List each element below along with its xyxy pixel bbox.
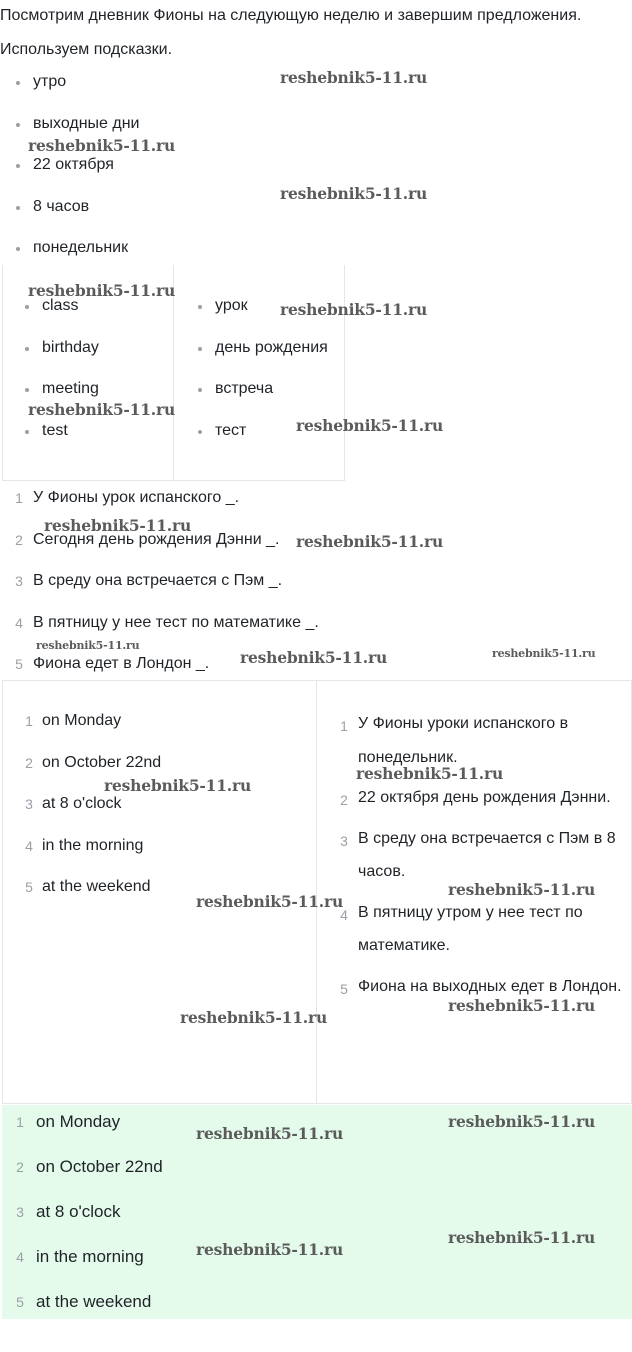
item-number: 5 bbox=[16, 1294, 24, 1310]
list-item bbox=[16, 193, 140, 235]
item-number: 3 bbox=[25, 796, 33, 812]
bullet-icon bbox=[198, 388, 202, 392]
bullet-icon bbox=[198, 347, 202, 351]
bullet-icon bbox=[25, 305, 29, 309]
answer-translations-list bbox=[338, 707, 623, 1010]
phrase-text: at 8 o'clock bbox=[42, 795, 122, 812]
list-item bbox=[25, 334, 99, 376]
list-item bbox=[14, 1153, 163, 1198]
list-item bbox=[14, 1108, 163, 1153]
russian-word: день рождения bbox=[215, 338, 328, 356]
list-item bbox=[23, 873, 161, 915]
hint-text: 22 октября bbox=[33, 156, 114, 173]
watermark: reshebnik5-11.ru bbox=[448, 1112, 596, 1131]
list-item bbox=[198, 334, 328, 376]
item-number: 1 bbox=[15, 490, 23, 506]
bullet-icon bbox=[25, 388, 29, 392]
translation-text: В пятницу утром у нее тест по математике. bbox=[358, 903, 583, 954]
bullet-icon bbox=[25, 430, 29, 434]
bullet-icon bbox=[198, 305, 202, 309]
phrase-text: at the weekend bbox=[42, 878, 151, 895]
english-word: meeting bbox=[42, 380, 99, 397]
watermark: reshebnik5-11.ru bbox=[296, 532, 444, 551]
list-item bbox=[198, 375, 328, 417]
sentence-text: Сегодня день рождения Дэнни _. bbox=[33, 530, 280, 548]
list-item bbox=[16, 151, 140, 193]
answer-text: on Monday bbox=[36, 1112, 121, 1131]
watermark: reshebnik5-11.ru bbox=[240, 648, 388, 667]
item-number: 3 bbox=[16, 1204, 24, 1220]
watermark: reshebnik5-11.ru bbox=[280, 68, 428, 87]
intro-line-2: Используем подсказки. bbox=[0, 41, 173, 58]
translation-text: У Фионы уроки испанского в понедельник. bbox=[358, 715, 569, 766]
answer-phrases-list bbox=[23, 707, 161, 915]
watermark: reshebnik5-11.ru bbox=[36, 639, 140, 652]
hint-text: понедельник bbox=[33, 239, 129, 256]
bullet-icon bbox=[198, 430, 202, 434]
phrase-text: on October 22nd bbox=[42, 753, 162, 771]
item-number: 2 bbox=[15, 531, 23, 548]
hint-text: 8 часов bbox=[33, 197, 90, 215]
watermark: reshebnik5-11.ru bbox=[448, 996, 596, 1015]
item-number: 1 bbox=[16, 1114, 24, 1130]
translation-text: 22 октября день рождения Дэнни. bbox=[358, 789, 611, 806]
item-number: 3 bbox=[15, 573, 23, 589]
english-word: class bbox=[42, 297, 79, 314]
item-number: 4 bbox=[25, 837, 33, 854]
sentence-text: В пятницу у нее тест по математике _. bbox=[33, 613, 319, 631]
item-number: 1 bbox=[25, 713, 33, 729]
list-item bbox=[23, 707, 161, 749]
list-item bbox=[338, 781, 623, 822]
item-number: 2 bbox=[16, 1159, 24, 1175]
watermark: reshebnik5-11.ru bbox=[448, 880, 596, 899]
item-number: 1 bbox=[340, 718, 348, 734]
hints-list bbox=[16, 68, 140, 276]
hint-text: утро bbox=[33, 73, 67, 90]
translation-text: В среду она встречается с Пэм в 8 часов. bbox=[358, 829, 616, 880]
watermark: reshebnik5-11.ru bbox=[196, 1240, 344, 1259]
watermark: reshebnik5-11.ru bbox=[180, 1008, 328, 1027]
english-word: test bbox=[42, 421, 68, 439]
watermark: reshebnik5-11.ru bbox=[28, 281, 176, 300]
list-item bbox=[338, 896, 623, 970]
watermark: reshebnik5-11.ru bbox=[196, 1124, 344, 1143]
phrase-text: on Monday bbox=[42, 712, 122, 729]
list-item bbox=[23, 790, 161, 832]
watermark: reshebnik5-11.ru bbox=[492, 647, 596, 660]
bullet-icon bbox=[25, 347, 29, 351]
sentence-text: У Фионы урок испанского _. bbox=[33, 489, 240, 506]
watermark: reshebnik5-11.ru bbox=[28, 400, 176, 419]
list-item bbox=[16, 68, 140, 110]
list-item bbox=[14, 1198, 163, 1243]
answer-text: on October 22nd bbox=[36, 1157, 163, 1176]
item-number: 5 bbox=[340, 980, 348, 997]
russian-word: тест bbox=[215, 421, 247, 439]
item-number: 4 bbox=[15, 614, 23, 631]
item-number: 2 bbox=[340, 792, 348, 808]
answer-text: in the morning bbox=[36, 1247, 144, 1266]
russian-word: встреча bbox=[215, 380, 274, 397]
item-number: 5 bbox=[15, 656, 23, 672]
item-number: 4 bbox=[340, 906, 348, 923]
answer-text: at 8 o'clock bbox=[36, 1202, 121, 1221]
answer-text: at the weekend bbox=[36, 1292, 152, 1311]
item-number: 2 bbox=[25, 754, 33, 771]
english-word: birthday bbox=[42, 338, 99, 356]
watermark: reshebnik5-11.ru bbox=[28, 136, 176, 155]
list-item bbox=[14, 1243, 163, 1288]
sentence-text: Фиона едет в Лондон _. bbox=[33, 655, 210, 672]
watermark: reshebnik5-11.ru bbox=[196, 892, 344, 911]
bullet-icon bbox=[16, 247, 20, 251]
bullet-icon bbox=[16, 123, 20, 127]
list-item bbox=[14, 1288, 163, 1333]
item-number: 3 bbox=[340, 832, 348, 849]
sentence-text: В среду она встречается с Пэм _. bbox=[33, 572, 283, 589]
watermark: reshebnik5-11.ru bbox=[448, 1228, 596, 1247]
bullet-icon bbox=[16, 206, 20, 210]
list-item bbox=[25, 417, 99, 459]
bullet-icon bbox=[16, 81, 20, 85]
list-item bbox=[23, 832, 161, 874]
watermark: reshebnik5-11.ru bbox=[296, 416, 444, 435]
hint-text: выходные дни bbox=[33, 114, 140, 132]
final-answers-list bbox=[14, 1108, 163, 1333]
watermark: reshebnik5-11.ru bbox=[280, 300, 428, 319]
list-item bbox=[13, 567, 319, 609]
bullet-icon bbox=[16, 164, 20, 168]
english-column bbox=[25, 292, 99, 458]
watermark: reshebnik5-11.ru bbox=[356, 764, 504, 783]
translation-text: Фиона на выходных едет в Лондон. bbox=[358, 977, 622, 995]
item-number: 4 bbox=[16, 1249, 24, 1265]
item-number: 5 bbox=[25, 879, 33, 895]
intro-line-1: Посмотрим дневник Фионы на следующую неделю и завершим предложения. bbox=[0, 7, 582, 24]
watermark: reshebnik5-11.ru bbox=[44, 516, 192, 535]
watermark: reshebnik5-11.ru bbox=[104, 776, 252, 795]
russian-word: урок bbox=[215, 297, 248, 314]
watermark: reshebnik5-11.ru bbox=[280, 184, 428, 203]
phrase-text: in the morning bbox=[42, 836, 144, 854]
